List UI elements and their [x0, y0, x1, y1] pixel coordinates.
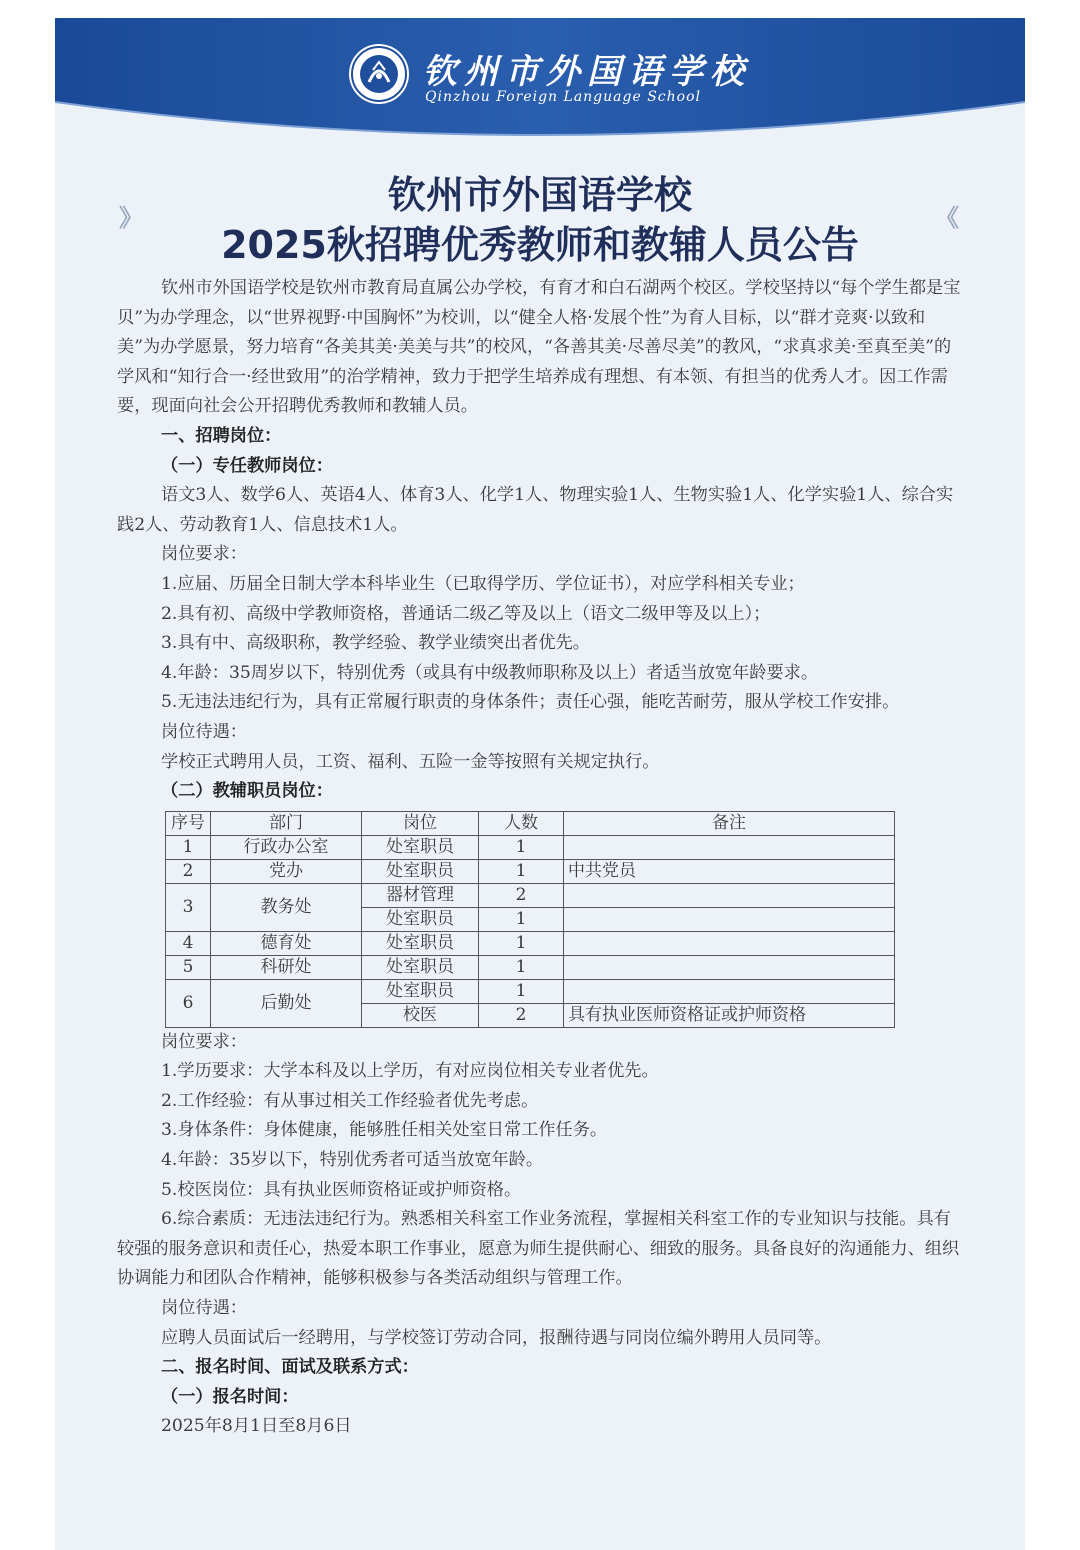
teacher-benefit: 学校正式聘用人员，工资、福利、五险一金等按照有关规定执行。 [161, 751, 660, 772]
cell-post: 处室职员 [362, 979, 479, 1003]
teacher-positions: 语文3人、数学6人、英语4人、体育3人、化学1人、物理实验1人、生物实验1人、化学实验1人、综合实践2人、劳动教育1人、信息技术1人。 [117, 485, 954, 535]
header-count: 人数 [479, 811, 564, 835]
cell-count: 2 [479, 883, 564, 907]
table-row [166, 859, 895, 883]
cell-dept: 后勤处 [211, 979, 362, 1027]
cell-post: 处室职员 [362, 907, 479, 931]
cell-count: 1 [479, 835, 564, 859]
teacher-req-3: 3.具有中、高级职称，教学经验、教学业绩突出者优先。 [161, 633, 590, 654]
cell-post: 器材管理 [362, 883, 479, 907]
notice-body [117, 274, 967, 1442]
cell-dept: 德育处 [211, 931, 362, 955]
cell-post: 处室职员 [362, 931, 479, 955]
section-2-heading: 二、报名时间、面试及联系方式： [161, 1357, 419, 1378]
staff-req-3: 3.身体条件：身体健康，能够胜任相关处室日常工作任务。 [161, 1120, 608, 1141]
header-note: 备注 [564, 811, 895, 835]
cell-post: 处室职员 [362, 859, 479, 883]
table-row [166, 835, 895, 859]
table-row [166, 931, 895, 955]
cell-dept: 党办 [211, 859, 362, 883]
teacher-req-label: 岗位要求： [161, 544, 247, 565]
teacher-req-2: 2.具有初、高级中学教师资格，普通话二级乙等及以上（语文二级甲等及以上）； [161, 603, 771, 624]
cell-note [564, 931, 895, 955]
cell-note [564, 883, 895, 907]
teacher-benefit-label: 岗位待遇： [161, 721, 247, 742]
cell-count: 1 [479, 955, 564, 979]
cell-note: 中共党员 [564, 859, 895, 883]
intro-paragraph: 钦州市外国语学校是钦州市教育局直属公办学校，有育才和白石湖两个校区。学校坚持以“每个学生都是宝贝”为办学理念，以“世界视野·中国胸怀”为校训，以“健全人格·发展个性”为育人目标，以“群才竞爽·以致和美”为办学愿景，努力培育“各美其美·美美与共”的校风，“各善其美·尽善尽美”的教风，“求真求美·至真至美”的学风和“知行合一·经世致用”的治学精神，致力于把学生培养成有理想、有本领、有担当的优秀人才。因工作需要，现面向社会公开招聘优秀教师和教辅人员。 [117, 278, 961, 417]
header-banner [55, 18, 1025, 153]
section-1-heading: 一、招聘岗位： [161, 425, 282, 446]
cell-note [564, 979, 895, 1003]
registration-time-heading: （一）报名时间： [161, 1386, 299, 1407]
cell-dept: 科研处 [211, 955, 362, 979]
title-line-1: 钦州市外国语学校 [387, 173, 692, 217]
staff-req-4: 4.年龄：35岁以下，特别优秀者可适当放宽年龄。 [161, 1150, 544, 1171]
cell-count: 1 [479, 931, 564, 955]
registration-date: 2025年8月1日至8月6日 [161, 1416, 352, 1437]
staff-positions-table [165, 811, 895, 1028]
staff-req-2: 2.工作经验：有从事过相关工作经验者优先考虑。 [161, 1090, 539, 1111]
cell-post: 校医 [362, 1003, 479, 1027]
table-row [166, 979, 895, 1003]
cell-no: 2 [166, 859, 211, 883]
staff-req-1: 1.学历要求：大学本科及以上学历，有对应岗位相关专业者优先。 [161, 1061, 659, 1082]
teacher-req-4: 4.年龄：35周岁以下，特别优秀（或具有中级教师职称及以上）者适当放宽年龄要求。 [161, 662, 819, 683]
staff-benefit: 应聘人员面试后一经聘用，与学校签订劳动合同，报酬待遇与同岗位编外聘用人员同等。 [161, 1327, 832, 1348]
staff-benefit-label: 岗位待遇： [161, 1298, 247, 1319]
cell-note [564, 907, 895, 931]
table-row [166, 955, 895, 979]
title-line-2: 2025秋招聘优秀教师和教辅人员公告 [221, 223, 859, 267]
cell-no: 5 [166, 955, 211, 979]
cell-no: 6 [166, 979, 211, 1027]
staff-req-label: 岗位要求： [161, 1031, 247, 1052]
cell-count: 1 [479, 907, 564, 931]
staff-req-6: 6.综合素质：无违法违纪行为。熟悉相关科室工作业务流程，掌握相关科室工作的专业知识与技能。具有较强的服务意识和责任心，热爱本职工作事业，愿意为师生提供耐心、细致的服务。具备良好的沟通能力、组织协调能力和团队合作精神，能够积极参与各类活动组织与管理工作。 [117, 1209, 960, 1289]
cell-no: 4 [166, 931, 211, 955]
table-row [166, 883, 895, 907]
cell-count: 2 [479, 1003, 564, 1027]
school-name-english: Qinzhou Foreign Language School [425, 89, 701, 105]
table-header-row [166, 811, 895, 835]
staff-req-5: 5.校医岗位：具有执业医师资格证或护师资格。 [161, 1179, 522, 1200]
cell-note: 具有执业医师资格证或护师资格 [564, 1003, 895, 1027]
cell-count: 1 [479, 859, 564, 883]
header-no: 序号 [166, 811, 211, 835]
school-name-chinese: 钦州市外国语学校 [423, 52, 751, 92]
teacher-section-heading: （一）专任教师岗位： [161, 455, 333, 476]
teacher-req-5: 5.无违法违纪行为，具有正常履行职责的身体条件；责任心强，能吃苦耐劳，服从学校工作安排。 [161, 692, 900, 713]
teacher-req-1: 1.应届、历届全日制大学本科毕业生（已取得学历、学位证书），对应学科相关专业； [161, 573, 805, 594]
header-post: 岗位 [362, 811, 479, 835]
cell-no: 3 [166, 883, 211, 931]
chevron-right-decor-icon: 》 [119, 204, 137, 232]
cell-post: 处室职员 [362, 835, 479, 859]
chevron-left-decor-icon: 《 [935, 204, 953, 232]
staff-section-heading: （二）教辅职员岗位： [161, 781, 333, 802]
cell-dept: 行政办公室 [211, 835, 362, 859]
cell-no: 1 [166, 835, 211, 859]
header-dept: 部门 [211, 811, 362, 835]
cell-count: 1 [479, 979, 564, 1003]
cell-post: 处室职员 [362, 955, 479, 979]
cell-note [564, 835, 895, 859]
cell-note [564, 955, 895, 979]
notice-page [55, 18, 1025, 1550]
cell-dept: 教务处 [211, 883, 362, 931]
staff-table-wrapper [165, 811, 967, 1028]
school-emblem-icon [347, 42, 411, 106]
